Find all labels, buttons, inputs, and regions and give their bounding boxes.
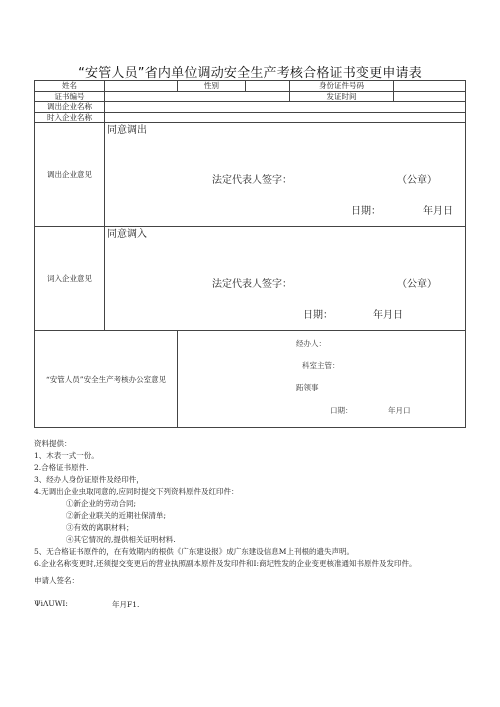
- in-seal-text: （公章）: [397, 279, 437, 290]
- signature-scribble-text: ΨiΛUWI:: [34, 599, 68, 608]
- note-item: 4.无调出企业虫取同意的,应同时提交下列资料原件及红印件：: [34, 487, 239, 496]
- leader-label: 跖领事: [296, 383, 319, 392]
- in-company-value[interactable]: [105, 112, 466, 123]
- issue-date-value[interactable]: [394, 91, 466, 102]
- note-item: 6.企业名称变更时,还须提交变更后的营业执照副本原件及发印件和I:商圮牲发的企业变更核准通知书原件及发印件。: [34, 559, 417, 568]
- out-company-value[interactable]: [105, 102, 466, 113]
- issue-date-label: 发证时间: [290, 91, 394, 102]
- out-date-suffix: 年月日: [423, 206, 453, 217]
- out-opinion-label: 调出企业意见: [35, 123, 105, 227]
- out-seal-text: （公章）: [397, 175, 437, 186]
- out-date-label: 日期：: [351, 206, 381, 217]
- in-agree-text: 同意调入: [107, 229, 147, 240]
- note-subitem: ④其它情况的,提供相关证明材料.: [66, 535, 176, 544]
- handler-label: 经办人：: [296, 339, 326, 348]
- out-company-label: 调出企业名称: [35, 102, 105, 113]
- out-opinion-box[interactable]: [105, 123, 466, 227]
- notes-heading: 资料提供：: [34, 439, 72, 448]
- out-agree-text: 同意调出: [107, 125, 147, 136]
- note-item: 2.合格证书原件.: [34, 463, 89, 472]
- gender-label: 性别: [178, 81, 246, 92]
- in-company-label: 时入企业名称: [35, 112, 105, 123]
- office-date-suffix: 年月口: [388, 406, 411, 415]
- section-chief-label: 科室主管：: [302, 361, 340, 370]
- cert-number-label: 证书编号: [35, 91, 105, 102]
- signature-date: 年月F1.: [112, 600, 140, 609]
- in-date-suffix: 年月日: [373, 310, 403, 321]
- application-form-table: [34, 80, 466, 428]
- note-item: 3、经办人身份证原件及经印件，: [34, 475, 144, 484]
- name-label: 姓名: [35, 81, 105, 92]
- in-signature-label: 法定代表人签字：: [212, 279, 292, 290]
- note-subitem: ②新企业联关的近期社保清单;: [66, 511, 167, 520]
- applicant-signature-label: 申请人签名：: [34, 576, 79, 585]
- notes-section: [34, 438, 474, 570]
- note-subitem: ③有效的离职材料；: [66, 523, 134, 532]
- id-number-value[interactable]: [394, 81, 466, 92]
- office-opinion-label: “安管人员”安全生产考核办公室意见: [35, 331, 178, 428]
- note-item: 1、木表一式一份。: [34, 451, 99, 460]
- cert-number-value[interactable]: [105, 91, 290, 102]
- note-item: 5、无合格证书原件的，在有效期内的根供《广东建设报》成广东建设信息M上刊根的遗失声明。: [34, 547, 354, 556]
- page-title: “安管人员”省内单位调动安全生产考核合格证书变更申请表: [78, 66, 422, 81]
- out-signature-label: 法定代表人签字：: [212, 175, 292, 186]
- in-opinion-box[interactable]: [105, 227, 466, 331]
- name-value[interactable]: [105, 81, 178, 92]
- office-opinion-box[interactable]: [178, 331, 466, 428]
- id-number-label: 身份证件号码: [290, 81, 394, 92]
- in-opinion-label: 词入企业意见: [35, 227, 105, 331]
- office-date-label: 口期：: [330, 406, 353, 415]
- note-subitem: ①新企业的劳动合同;: [66, 499, 137, 508]
- gender-value[interactable]: [246, 81, 290, 92]
- in-date-label: 日期：: [303, 310, 333, 321]
